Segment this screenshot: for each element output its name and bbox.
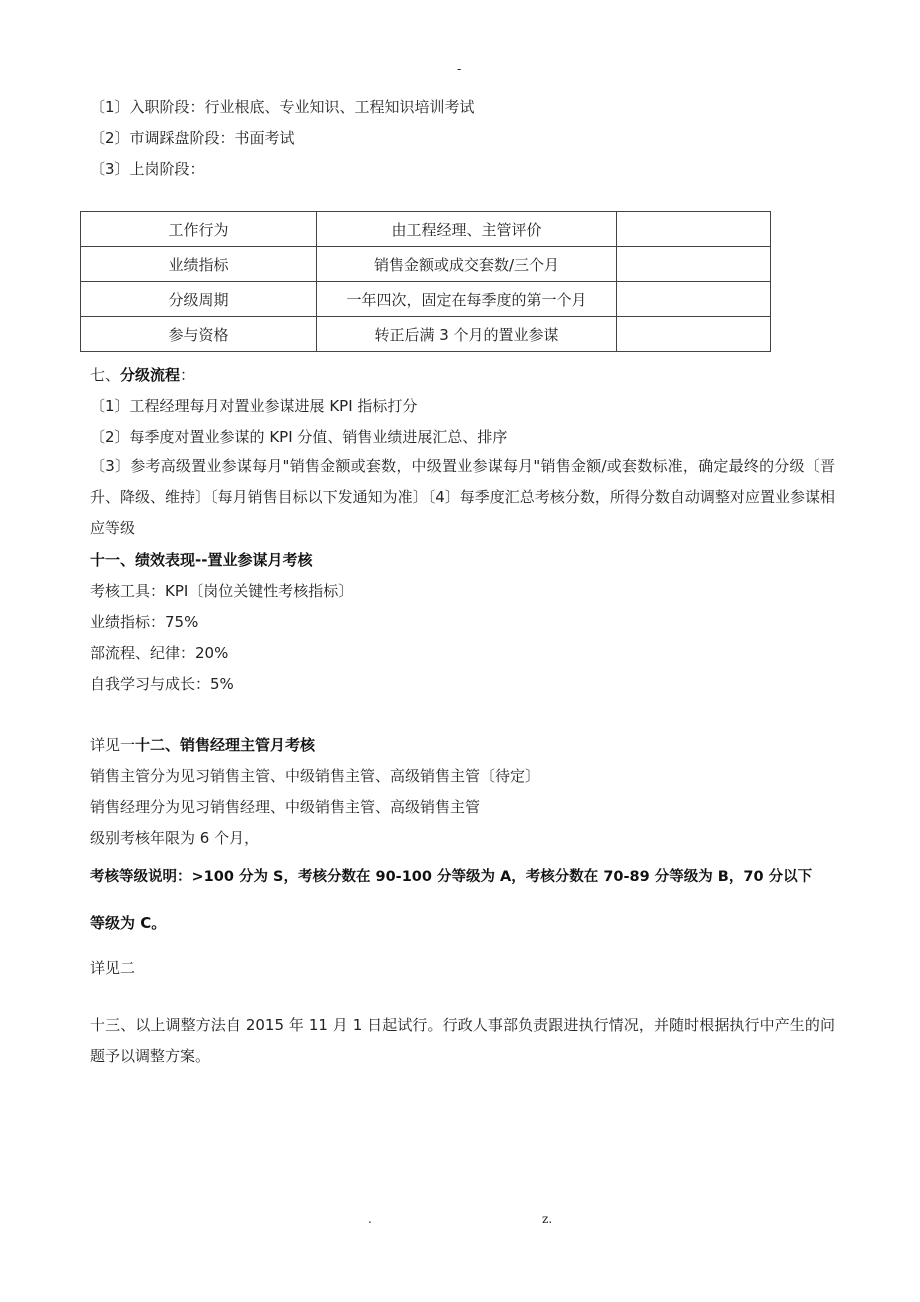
grade-note-line-2: 等级为 C。 <box>90 914 167 932</box>
table-row <box>81 247 771 282</box>
stage-line-3: 〔3〕上岗阶段： <box>90 160 205 178</box>
section-7-step-3: 〔3〕参考高级置业参谋每月"销售金额或套数，中级置业参谋每月"销售金额/或套数标准，确定最终的分级〔晋升、降级、维持〕〔每月销售目标以下发通知为准〕〔4〕每季度汇总考核分数，所得分数自动调整对应置业参谋相应等级 <box>90 457 835 537</box>
see-also-text: 详见二 <box>90 959 136 977</box>
section-7-title: 分级流程 <box>120 366 181 384</box>
section-7-prefix: 七、 <box>90 366 121 384</box>
table-row <box>81 317 771 352</box>
table-value: 一年四次，固定在每季度的第一个月 <box>317 282 617 317</box>
stage-line-2: 〔2〕市调踩盘阶段：书面考试 <box>90 129 295 147</box>
section-7-heading <box>90 364 195 385</box>
table-label: 分级周期 <box>81 282 317 317</box>
section-13-text: 十三、以上调整方法自 2015 年 11 月 1 日起试行。行政人事部负责跟进执行情况，并随时根据执行中产生的问题予以调整方案。 <box>90 1016 835 1065</box>
section-11-title: 十一、绩效表现--置业参谋月考核 <box>90 551 313 569</box>
section-12-prefix: 详见一 <box>90 736 136 754</box>
table-value: 由工程经理、主管评价 <box>317 212 617 247</box>
section-11-line-2: 业绩指标：75% <box>90 613 199 631</box>
section-11-line-3: 部流程、纪律：20% <box>90 644 229 662</box>
table-extra <box>617 247 771 282</box>
table-value: 销售金额或成交套数/三个月 <box>317 247 617 282</box>
section-11-line-1: 考核工具：KPI〔岗位关键性考核指标〕 <box>90 582 354 600</box>
section-7-step-2: 〔2〕每季度对置业参谋的 KPI 分值、销售业绩进展汇总、排序 <box>90 428 508 446</box>
section-12-title: 十二、销售经理主管月考核 <box>135 736 316 754</box>
footer-right: z. <box>542 1212 553 1226</box>
section-11-line-4: 自我学习与成长：5% <box>90 675 234 693</box>
section-12-line-2: 销售经理分为见习销售经理、中级销售主管、高级销售主管 <box>90 798 481 816</box>
header-mark: - <box>457 62 462 76</box>
table-label: 参与资格 <box>81 317 317 352</box>
section-12-line-3: 级别考核年限为 6 个月， <box>90 829 260 847</box>
table-extra <box>617 212 771 247</box>
footer-left: . <box>368 1212 372 1226</box>
table-label: 业绩指标 <box>81 247 317 282</box>
grade-note-line-1: 考核等级说明：>100 分为 S，考核分数在 90-100 分等级为 A，考核分数在 70-89 分等级为 B，70 分以下 <box>90 869 813 885</box>
section-7-suffix: ： <box>180 366 196 384</box>
table-extra <box>617 282 771 317</box>
section-12-heading <box>90 734 315 755</box>
table-extra <box>617 317 771 352</box>
table-value: 转正后满 3 个月的置业参谋 <box>317 317 617 352</box>
grading-table <box>80 211 771 352</box>
section-12-line-1: 销售主管分为见习销售主管、中级销售主管、高级销售主管〔待定〕 <box>90 767 541 785</box>
table-label: 工作行为 <box>81 212 317 247</box>
stage-line-1: 〔1〕入职阶段：行业根底、专业知识、工程知识培训考试 <box>90 98 475 116</box>
section-7-step-1: 〔1〕工程经理每月对置业参谋进展 KPI 指标打分 <box>90 397 418 415</box>
table-row <box>81 212 771 247</box>
table-row <box>81 282 771 317</box>
